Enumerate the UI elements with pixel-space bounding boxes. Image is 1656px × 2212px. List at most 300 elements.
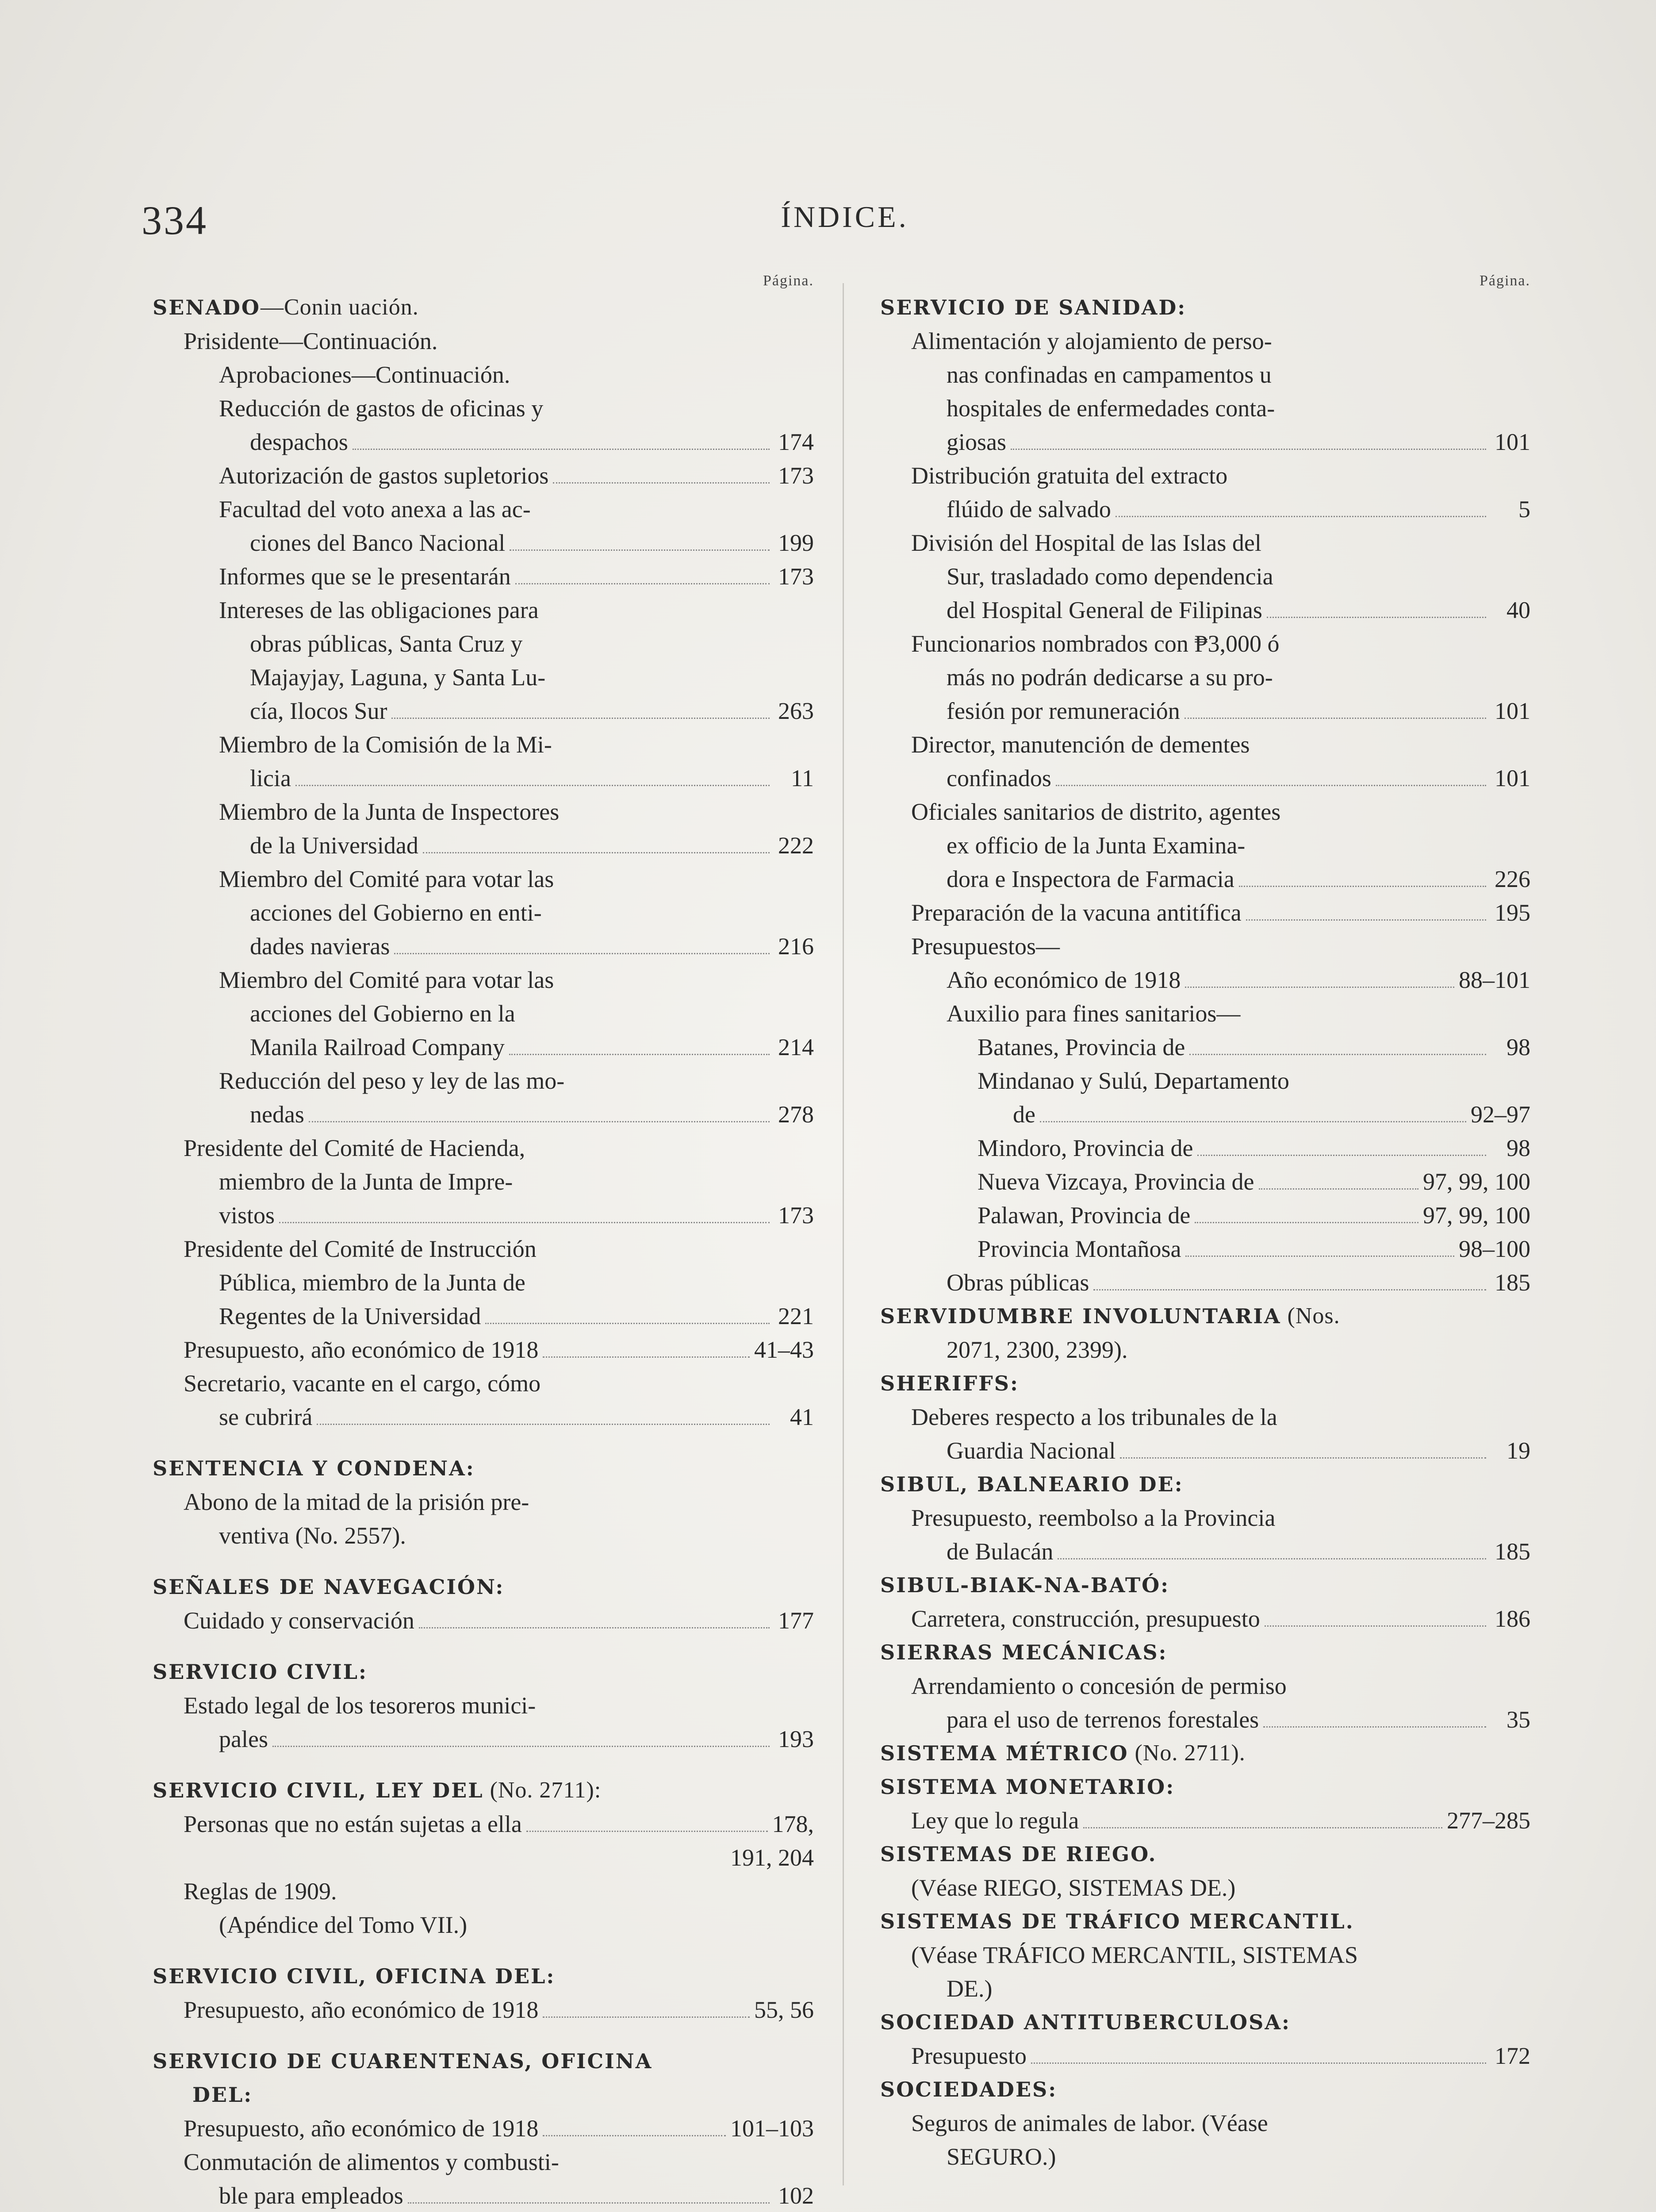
index-entry xyxy=(880,1501,1530,1535)
index-entry-with-page xyxy=(880,1804,1530,1837)
index-entry-with-page xyxy=(153,2179,814,2212)
heading-text: SERVICIO CIVIL, LEY DEL xyxy=(153,1778,484,1802)
index-heading xyxy=(153,1570,814,1604)
entry-text: (Véase TRÁFICO MERCANTIL, SISTEMAS xyxy=(911,1942,1358,1968)
index-entry xyxy=(880,1064,1530,1098)
index-entry-with-page xyxy=(153,694,814,728)
entry-text: Conmutación de alimentos y combusti- xyxy=(184,2149,559,2175)
entry-text: Mindanao y Sulú, Departamento xyxy=(978,1068,1289,1094)
heading-text: SISTEMA MÉTRICO xyxy=(880,1741,1129,1765)
heading-text: SERVICIO CIVIL, OFICINA DEL: xyxy=(153,1964,556,1988)
entry-text: confinados xyxy=(947,765,1051,791)
index-heading xyxy=(880,1367,1530,1400)
dot-leader xyxy=(1239,886,1486,887)
dot-leader xyxy=(1056,785,1486,786)
index-heading xyxy=(880,1905,1530,1938)
index-entry xyxy=(880,829,1530,862)
dot-leader xyxy=(1120,1457,1486,1459)
page-ref-continuation xyxy=(153,1841,814,1874)
index-entry xyxy=(153,1908,814,1942)
entry-text: despachos xyxy=(250,429,348,455)
index-entry xyxy=(153,2145,814,2179)
index-entry xyxy=(880,1938,1530,1972)
page-reference: 101 xyxy=(1495,698,1530,724)
entry-text: Distribución gratuita del extracto xyxy=(911,462,1228,489)
index-entry-with-page xyxy=(153,829,814,862)
dot-leader xyxy=(419,1627,770,1628)
index-entry xyxy=(153,1232,814,1266)
entry-text: Prisidente—Continuación. xyxy=(184,328,438,354)
index-entry-with-page xyxy=(153,1993,814,2027)
heading-text: SOCIEDAD ANTITUBERCULOSA: xyxy=(880,2010,1291,2034)
index-entry xyxy=(153,2078,814,2112)
heading-text: SERVICIO CIVIL: xyxy=(153,1660,368,1684)
index-entry-with-page xyxy=(153,1198,814,1232)
heading-text: SISTEMAS DE TRÁFICO MERCANTIL. xyxy=(880,1909,1354,1933)
dot-leader xyxy=(543,2016,750,2018)
entry-text: (Apéndice del Tomo VII.) xyxy=(219,1912,468,1938)
entry-text: de Bulacán xyxy=(947,1538,1054,1565)
entry-text: División del Hospital de las Islas del xyxy=(911,530,1261,556)
dot-leader xyxy=(543,2135,726,2136)
entry-gap xyxy=(153,1637,814,1655)
dot-leader xyxy=(1040,1121,1466,1122)
entry-text: nas confinadas en campamentos u xyxy=(947,361,1272,388)
entry-text: Batanes, Provincia de xyxy=(978,1034,1185,1060)
page-reference: 97, 99, 100 xyxy=(1423,1168,1530,1195)
index-entry xyxy=(880,795,1530,829)
dot-leader xyxy=(1031,2062,1486,2064)
index-entry xyxy=(880,997,1530,1030)
heading-text: SIBUL, BALNEARIO DE: xyxy=(880,1472,1184,1496)
index-entry-with-page xyxy=(153,1722,814,1756)
dot-leader xyxy=(1083,1827,1442,1828)
entry-text: Abono de la mitad de la prisión pre- xyxy=(184,1489,529,1515)
index-entry-with-page xyxy=(153,560,814,593)
entry-text: giosas xyxy=(947,429,1006,455)
index-entry-with-page xyxy=(880,963,1530,997)
entry-text: ble para empleados xyxy=(219,2182,403,2209)
index-entry-with-page xyxy=(880,492,1530,526)
index-entry xyxy=(880,661,1530,694)
index-entry-with-page xyxy=(153,1030,814,1064)
index-entry-with-page xyxy=(153,1333,814,1367)
entry-text: Miembro del Comité para votar las xyxy=(219,967,554,993)
page-reference: 173 xyxy=(778,563,814,590)
index-heading xyxy=(880,1299,1530,1333)
index-entry-with-page xyxy=(153,526,814,560)
index-entry xyxy=(153,661,814,694)
pagina-label-right: Página. xyxy=(1479,273,1530,289)
entry-text: para el uso de terrenos forestales xyxy=(947,1706,1259,1733)
entry-text: Presupuesto xyxy=(911,2043,1027,2069)
heading-text: SERVICIO DE CUARENTENAS, OFICINA xyxy=(153,2049,653,2073)
heading-tail: (No. 2711): xyxy=(483,1778,602,1803)
dot-leader xyxy=(1011,449,1486,450)
entry-text: Palawan, Provincia de xyxy=(978,1202,1191,1229)
entry-text: Preparación de la vacuna antitífica xyxy=(911,899,1242,926)
entry-text: de xyxy=(1013,1101,1035,1128)
dot-leader xyxy=(1058,1558,1486,1559)
dot-leader xyxy=(1263,1726,1486,1728)
index-entry xyxy=(153,1367,814,1400)
entry-text: Presupuesto, año económico de 1918 xyxy=(184,1997,539,2023)
entry-text: ex officio de la Junta Examina- xyxy=(947,832,1246,859)
entry-text: del Hospital General de Filipinas xyxy=(947,597,1262,623)
index-heading xyxy=(153,1655,814,1689)
entry-text: Reglas de 1909. xyxy=(184,1878,337,1905)
entry-text: Presidente del Comité de Hacienda, xyxy=(184,1135,525,1161)
entry-text: Secretario, vacante en el cargo, cómo xyxy=(184,1370,541,1397)
heading-text: SISTEMA MONETARIO: xyxy=(880,1775,1175,1799)
heading-text: SOCIEDADES: xyxy=(880,2078,1058,2101)
page-reference: 41–43 xyxy=(754,1336,814,1363)
index-entry xyxy=(880,526,1530,560)
page-reference: 40 xyxy=(1506,597,1530,623)
index-entry xyxy=(153,627,814,661)
entry-text: DEL: xyxy=(192,2083,253,2107)
entry-text: SEGURO.) xyxy=(947,2143,1056,2170)
entry-text: fesión por remuneración xyxy=(947,698,1180,724)
entry-text: Regentes de la Universidad xyxy=(219,1303,481,1329)
page-reference: 263 xyxy=(778,698,814,724)
page-reference: 277–285 xyxy=(1447,1807,1530,1834)
dot-leader xyxy=(515,583,770,584)
dot-leader xyxy=(1184,718,1486,719)
page-reference: 173 xyxy=(778,462,814,489)
dot-leader xyxy=(1197,1155,1486,1156)
dot-leader xyxy=(1195,1222,1418,1223)
entry-text: Majayjay, Laguna, y Santa Lu- xyxy=(250,664,546,691)
heading-text: SENADO xyxy=(153,296,261,319)
pagina-label-left: Página. xyxy=(763,273,814,289)
index-entry-with-page xyxy=(880,694,1530,728)
left-column xyxy=(153,272,814,2212)
dot-leader xyxy=(509,1054,770,1055)
dot-leader xyxy=(295,785,770,786)
entry-text: ciones del Banco Nacional xyxy=(250,530,506,556)
index-heading xyxy=(880,2073,1530,2106)
heading-tail: (No. 2711). xyxy=(1128,1740,1246,1766)
entry-text: obras públicas, Santa Cruz y xyxy=(250,630,523,657)
entry-text: Presupuesto, año económico de 1918 xyxy=(184,1336,539,1363)
index-entry xyxy=(153,963,814,997)
page-reference: 214 xyxy=(778,1034,814,1060)
index-entry-with-page xyxy=(880,1434,1530,1467)
index-entry xyxy=(880,2140,1530,2174)
index-entry xyxy=(153,492,814,526)
entry-text: Presupuestos— xyxy=(911,933,1060,960)
index-entry xyxy=(880,1871,1530,1905)
entry-text: Alimentación y alojamiento de perso- xyxy=(911,328,1272,354)
entry-text: Pública, miembro de la Junta de xyxy=(219,1269,525,1296)
index-entry-with-page xyxy=(880,896,1530,929)
index-heading xyxy=(153,1452,814,1485)
page-reference: 278 xyxy=(778,1101,814,1128)
index-heading xyxy=(880,1568,1530,1602)
page-reference: 101–103 xyxy=(730,2115,814,2142)
page-reference: 19 xyxy=(1506,1437,1530,1464)
entry-text: Sur, trasladado como dependencia xyxy=(947,563,1273,590)
index-heading xyxy=(880,1467,1530,1501)
index-entry xyxy=(153,324,814,358)
right-column-entries xyxy=(880,291,1530,2174)
entry-text: Provincia Montañosa xyxy=(978,1236,1181,1262)
entry-text: Reducción de gastos de oficinas y xyxy=(219,395,544,422)
entry-text: Oficiales sanitarios de distrito, agentes xyxy=(911,799,1281,825)
dot-leader xyxy=(526,1831,768,1832)
entry-text: dades navieras xyxy=(250,933,390,960)
dot-leader xyxy=(543,1356,750,1358)
dot-leader xyxy=(394,953,770,954)
page-reference: 173 xyxy=(778,1202,814,1229)
index-entry xyxy=(153,1519,814,1552)
page-reference: 5 xyxy=(1518,496,1530,522)
heading-text: SEÑALES DE NAVEGACIÓN: xyxy=(153,1575,505,1599)
column-divider xyxy=(843,283,844,2185)
page-reference: 222 xyxy=(778,832,814,859)
page-reference: 55, 56 xyxy=(754,1997,814,2023)
index-entry xyxy=(880,1972,1530,2005)
entry-text: Autorización de gastos supletorios xyxy=(219,462,549,489)
entry-text: DE.) xyxy=(947,1975,993,2002)
entry-text: Personas que no están sujetas a ella xyxy=(184,1811,522,1837)
index-entry xyxy=(153,997,814,1030)
index-entry xyxy=(880,1400,1530,1434)
index-entry xyxy=(880,392,1530,425)
index-entry xyxy=(153,795,814,829)
entry-text: flúido de salvado xyxy=(947,496,1111,522)
entry-text: Miembro de la Junta de Inspectores xyxy=(219,799,560,825)
dot-leader xyxy=(1246,919,1486,921)
dot-leader xyxy=(408,2202,770,2204)
dot-leader xyxy=(423,852,770,853)
heading-text: SERVICIO DE SANIDAD: xyxy=(880,296,1187,319)
index-entry-with-page xyxy=(880,593,1530,627)
index-heading xyxy=(153,291,814,324)
entry-text: Presidente del Comité de Instrucción xyxy=(184,1236,537,1262)
page-reference: 98–100 xyxy=(1459,1236,1530,1262)
index-heading xyxy=(880,2005,1530,2039)
page-reference: 88–101 xyxy=(1459,967,1530,993)
entry-text: de la Universidad xyxy=(250,832,418,859)
entry-text: licia xyxy=(250,765,291,791)
index-entry xyxy=(153,392,814,425)
heading-text: SERVIDUMBRE INVOLUNTARIA xyxy=(880,1304,1281,1328)
page-reference: 199 xyxy=(778,530,814,556)
dot-leader xyxy=(1265,1625,1486,1627)
index-entry xyxy=(153,1131,814,1165)
page-reference: 195 xyxy=(1495,899,1530,926)
page-reference: 221 xyxy=(778,1303,814,1329)
index-entry-with-page xyxy=(880,1198,1530,1232)
index-entry xyxy=(153,358,814,392)
index-entry-with-page xyxy=(880,425,1530,459)
entry-text: vistos xyxy=(219,1202,275,1229)
index-entry-with-page xyxy=(880,1131,1530,1165)
entry-text: más no podrán dedicarse a su pro- xyxy=(947,664,1273,691)
index-entry-with-page xyxy=(153,1400,814,1434)
page-header xyxy=(142,197,1548,246)
page-reference: 35 xyxy=(1506,1706,1530,1733)
index-heading xyxy=(880,1770,1530,1804)
entry-text: acciones del Gobierno en enti- xyxy=(250,899,542,926)
heading-text: SIBUL-BIAK-NA-BATÓ: xyxy=(880,1573,1170,1597)
entry-text: dora e Inspectora de Farmacia xyxy=(947,866,1234,892)
index-entry-with-page xyxy=(153,1604,814,1637)
index-entry xyxy=(880,929,1530,963)
index-entry xyxy=(880,627,1530,661)
entry-gap xyxy=(153,2027,814,2044)
index-entry xyxy=(880,2106,1530,2140)
index-entry-with-page xyxy=(153,425,814,459)
index-heading xyxy=(153,2044,814,2078)
dot-leader xyxy=(1093,1289,1486,1290)
entry-text: Miembro de la Comisión de la Mi- xyxy=(219,731,552,758)
entry-text: hospitales de enfermedades conta- xyxy=(947,395,1275,422)
entry-text: Reducción del peso y ley de las mo- xyxy=(219,1068,565,1094)
index-entry-with-page xyxy=(153,2112,814,2145)
page-reference: 102 xyxy=(778,2182,814,2209)
index-heading xyxy=(153,1959,814,1993)
heading-text: SISTEMAS DE RIEGO. xyxy=(880,1842,1157,1866)
index-entry-with-page xyxy=(880,1266,1530,1299)
page-reference: 177 xyxy=(778,1607,814,1634)
page-reference: 101 xyxy=(1495,765,1530,791)
index-entry-with-page xyxy=(880,1535,1530,1568)
index-entry-with-page xyxy=(880,1602,1530,1636)
index-entry xyxy=(880,1333,1530,1367)
entry-text: Director, manutención de dementes xyxy=(911,731,1250,758)
index-entry-with-page xyxy=(880,1030,1530,1064)
entry-text: Auxilio para fines sanitarios— xyxy=(947,1000,1241,1027)
index-entry xyxy=(153,1064,814,1098)
entry-text: Presupuesto, reembolso a la Provincia xyxy=(911,1505,1276,1531)
index-entry xyxy=(153,1165,814,1198)
index-entry xyxy=(880,324,1530,358)
entry-text: 2071, 2300, 2399). xyxy=(947,1336,1128,1363)
index-entry-with-page xyxy=(880,761,1530,795)
entry-text: Guardia Nacional xyxy=(947,1437,1116,1464)
entry-text: Funcionarios nombrados con ₱3,000 ó xyxy=(911,630,1280,657)
heading-tail: —Conin uación. xyxy=(260,295,419,320)
dot-leader xyxy=(317,1424,770,1425)
entry-text: Arrendamiento o concesión de permiso xyxy=(911,1673,1287,1699)
entry-text: Carretera, construcción, presupuesto xyxy=(911,1605,1260,1632)
dot-leader xyxy=(1189,1054,1486,1055)
page-reference: 186 xyxy=(1495,1605,1530,1632)
dot-leader xyxy=(353,449,770,450)
running-title: ÍNDICE. xyxy=(781,200,909,234)
index-entry-with-page xyxy=(153,1807,814,1841)
entry-gap xyxy=(153,1434,814,1452)
index-entry xyxy=(880,1669,1530,1703)
page-reference: 11 xyxy=(791,765,814,791)
index-entry-with-page xyxy=(880,2039,1530,2073)
entry-text: Estado legal de los tesoreros munici- xyxy=(184,1692,536,1719)
page-reference: 185 xyxy=(1495,1538,1530,1565)
entry-text: nedas xyxy=(250,1101,304,1128)
entry-text: cía, Ilocos Sur xyxy=(250,698,387,724)
index-entry-with-page xyxy=(880,862,1530,896)
page-reference: 97, 99, 100 xyxy=(1423,1202,1530,1229)
index-entry xyxy=(153,593,814,627)
index-entry xyxy=(153,1874,814,1908)
index-entry xyxy=(153,728,814,761)
entry-text: Ley que lo regula xyxy=(911,1807,1079,1834)
index-entry xyxy=(880,728,1530,761)
entry-text: miembro de la Junta de Impre- xyxy=(219,1168,513,1195)
index-entry-with-page xyxy=(153,929,814,963)
left-column-entries xyxy=(153,291,814,2212)
entry-text: Intereses de las obligaciones para xyxy=(219,597,539,623)
index-heading xyxy=(880,1736,1530,1770)
entry-text: Seguros de animales de labor. (Véase xyxy=(911,2110,1268,2136)
page-reference: 92–97 xyxy=(1471,1101,1530,1128)
entry-text: Deberes respecto a los tribunales de la xyxy=(911,1404,1277,1430)
page-reference: 41 xyxy=(790,1404,814,1430)
index-entry-with-page xyxy=(880,1098,1530,1131)
index-heading xyxy=(880,1837,1530,1871)
page-reference: 172 xyxy=(1495,2043,1530,2069)
entry-text: Mindoro, Provincia de xyxy=(978,1135,1193,1161)
page-reference: 191, 204 xyxy=(730,1844,814,1871)
entry-text: Cuidado y conservación xyxy=(184,1607,414,1634)
page-reference: 98 xyxy=(1506,1135,1530,1161)
page-reference: 101 xyxy=(1495,429,1530,455)
page-reference: 193 xyxy=(778,1726,814,1752)
index-heading xyxy=(880,291,1530,324)
entry-text: Aprobaciones—Continuación. xyxy=(219,361,510,388)
heading-text: SHERIFFS: xyxy=(880,1371,1020,1395)
dot-leader xyxy=(309,1121,770,1122)
index-entry xyxy=(153,862,814,896)
dot-leader xyxy=(272,1746,770,1747)
page-reference: 98 xyxy=(1506,1034,1530,1060)
page-reference: 226 xyxy=(1495,866,1530,892)
entry-text: pales xyxy=(219,1726,268,1752)
page-number: 334 xyxy=(142,198,208,243)
entry-gap xyxy=(153,1552,814,1570)
entry-text: Presupuesto, año económico de 1918 xyxy=(184,2115,539,2142)
entry-text: Nueva Vizcaya, Provincia de xyxy=(978,1168,1254,1195)
index-entry xyxy=(153,1689,814,1722)
entry-gap xyxy=(153,1756,814,1774)
entry-text: Facultad del voto anexa a las ac- xyxy=(219,496,531,522)
dot-leader xyxy=(391,718,770,719)
entry-text: Año económico de 1918 xyxy=(947,967,1181,993)
dot-leader xyxy=(510,549,770,551)
index-entry xyxy=(153,896,814,929)
dot-leader xyxy=(1185,1256,1454,1257)
dot-leader xyxy=(485,1323,770,1324)
index-entry xyxy=(880,560,1530,593)
entry-text: Informes que se le presentarán xyxy=(219,563,511,590)
page-reference: 178, xyxy=(772,1811,814,1837)
page-reference: 216 xyxy=(778,933,814,960)
index-heading xyxy=(880,1636,1530,1669)
index-entry-with-page xyxy=(880,1232,1530,1266)
dot-leader xyxy=(1116,516,1486,517)
index-heading xyxy=(153,1774,814,1807)
index-entry xyxy=(880,459,1530,492)
entry-text: (Véase RIEGO, SISTEMAS DE.) xyxy=(911,1874,1236,1901)
entry-text: se cubrirá xyxy=(219,1404,313,1430)
page-reference: 174 xyxy=(778,429,814,455)
index-entry-with-page xyxy=(153,761,814,795)
entry-text: ventiva (No. 2557). xyxy=(219,1522,406,1549)
index-entry-with-page xyxy=(153,459,814,492)
